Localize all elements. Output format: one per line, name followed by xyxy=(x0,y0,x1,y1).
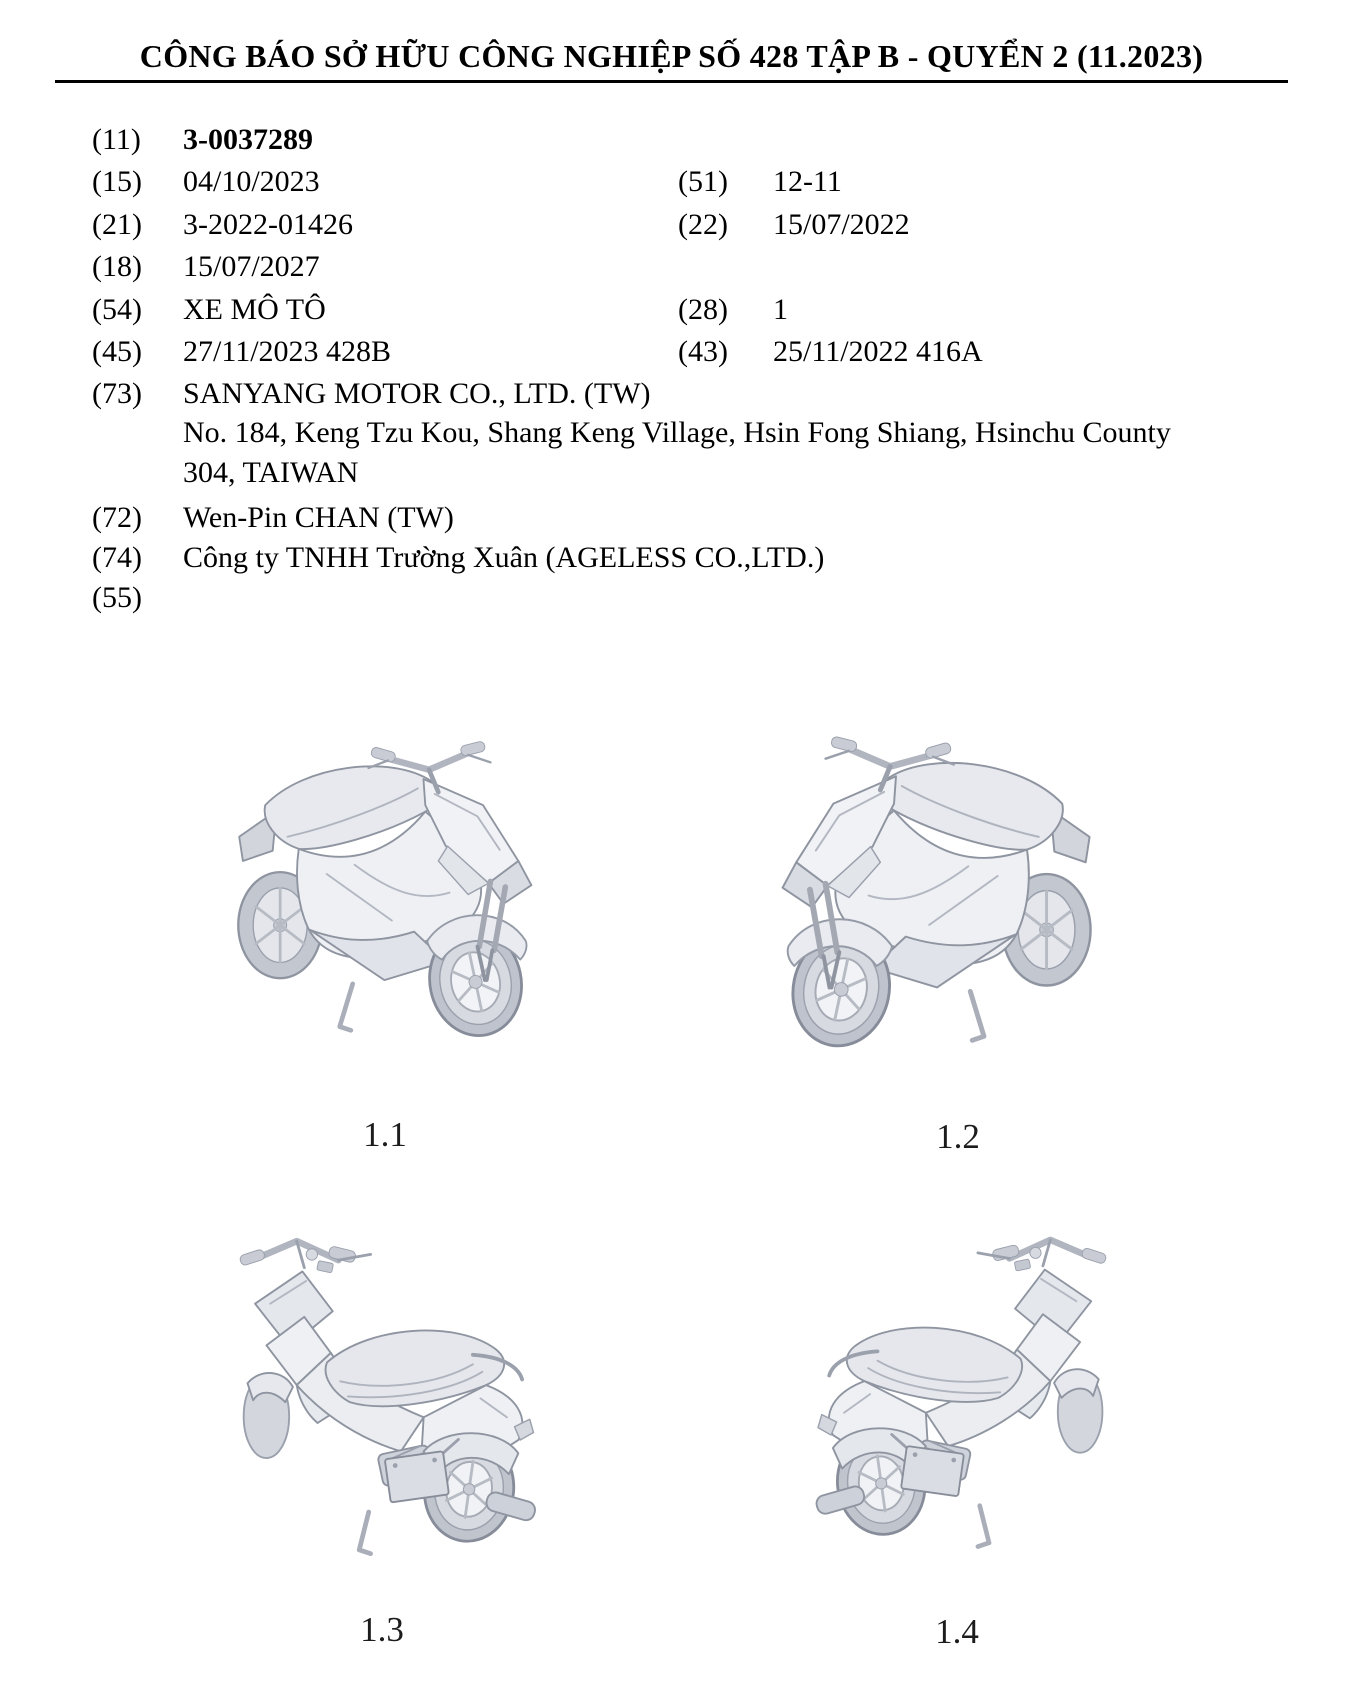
inid-code-73: (73) xyxy=(92,377,142,410)
page-title: CÔNG BÁO SỞ HỮU CÔNG NGHIỆP SỐ 428 TẬP B - QUYỂN 2 (11.2023) xyxy=(139,38,1204,74)
holder-address-line1: No. 184, Keng Tzu Kou, Shang Keng Village, Hsin Fong Shiang, Hsinchu County xyxy=(183,416,1171,449)
inid-code-55: (55) xyxy=(92,581,142,614)
inid-value-11-registration-number: 3-0037289 xyxy=(183,123,313,156)
inid-value-72-author: Wen-Pin CHAN (TW) xyxy=(183,501,454,534)
inid-code-15: (15) xyxy=(92,165,142,198)
scooter-front-left-drawing xyxy=(763,700,1115,1052)
holder-address-line2: 304, TAIWAN xyxy=(183,456,359,489)
inid-value-51: 12-11 xyxy=(773,165,842,198)
inid-value-22: 15/07/2022 xyxy=(773,208,910,241)
inid-code-28: (28) xyxy=(678,293,728,326)
inid-code-72: (72) xyxy=(92,501,142,534)
inid-value-15: 04/10/2023 xyxy=(183,165,320,198)
header-rule xyxy=(55,80,1288,83)
inid-code-74: (74) xyxy=(92,541,142,574)
inid-value-43: 25/11/2022 416A xyxy=(773,335,983,368)
inid-value-21: 3-2022-01426 xyxy=(183,208,353,241)
figure-label-1-3: 1.3 xyxy=(360,1610,404,1649)
scooter-rear-right-drawing xyxy=(776,1212,1124,1554)
inid-code-43: (43) xyxy=(678,335,728,368)
design-figure-1-4 xyxy=(776,1212,1124,1554)
inid-value-54-design-title: XE MÔ TÔ xyxy=(183,293,326,326)
design-figure-1-3 xyxy=(238,1212,560,1562)
inid-code-54: (54) xyxy=(92,293,142,326)
inid-code-22: (22) xyxy=(678,208,728,241)
inid-value-28: 1 xyxy=(773,293,788,326)
inid-code-11: (11) xyxy=(92,123,141,156)
scooter-rear-left-drawing xyxy=(238,1212,560,1562)
inid-value-74-representative: Công ty TNHH Trường Xuân (AGELESS CO.,LTD.) xyxy=(183,541,825,574)
inid-value-73-holder-name: SANYANG MOTOR CO., LTD. (TW) xyxy=(183,377,651,410)
scooter-front-right-drawing xyxy=(215,698,550,1050)
figure-label-1-4: 1.4 xyxy=(935,1612,979,1651)
inid-code-21: (21) xyxy=(92,208,142,241)
inid-value-18: 15/07/2027 xyxy=(183,250,320,283)
inid-code-45: (45) xyxy=(92,335,142,368)
design-figure-1-1 xyxy=(215,698,550,1050)
design-figure-1-2 xyxy=(763,700,1115,1052)
inid-code-51: (51) xyxy=(678,165,728,198)
inid-code-18: (18) xyxy=(92,250,142,283)
figure-label-1-1: 1.1 xyxy=(363,1115,407,1154)
inid-value-45: 27/11/2023 428B xyxy=(183,335,392,368)
figure-label-1-2: 1.2 xyxy=(936,1117,980,1156)
